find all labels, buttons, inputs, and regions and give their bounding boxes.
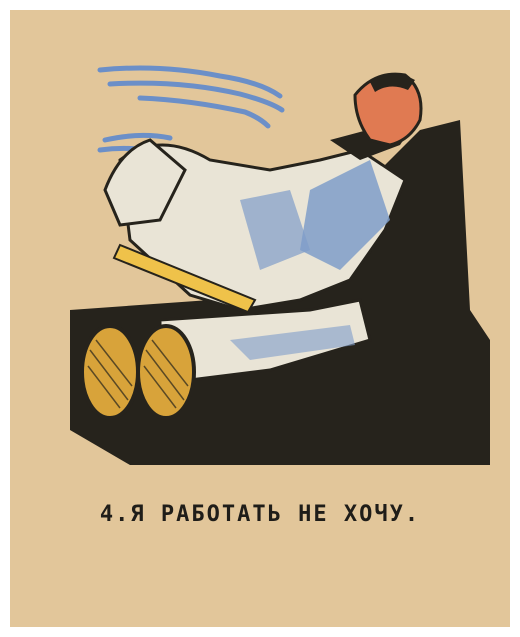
reclining-man-icon [70,74,490,465]
bottom-edge [0,628,520,637]
poster-artwork [10,10,510,627]
smoke-icon [100,68,282,152]
poster [10,10,510,627]
poster-caption: 4.Я РАБОТАТЬ НЕ ХОЧУ. [99,502,421,527]
